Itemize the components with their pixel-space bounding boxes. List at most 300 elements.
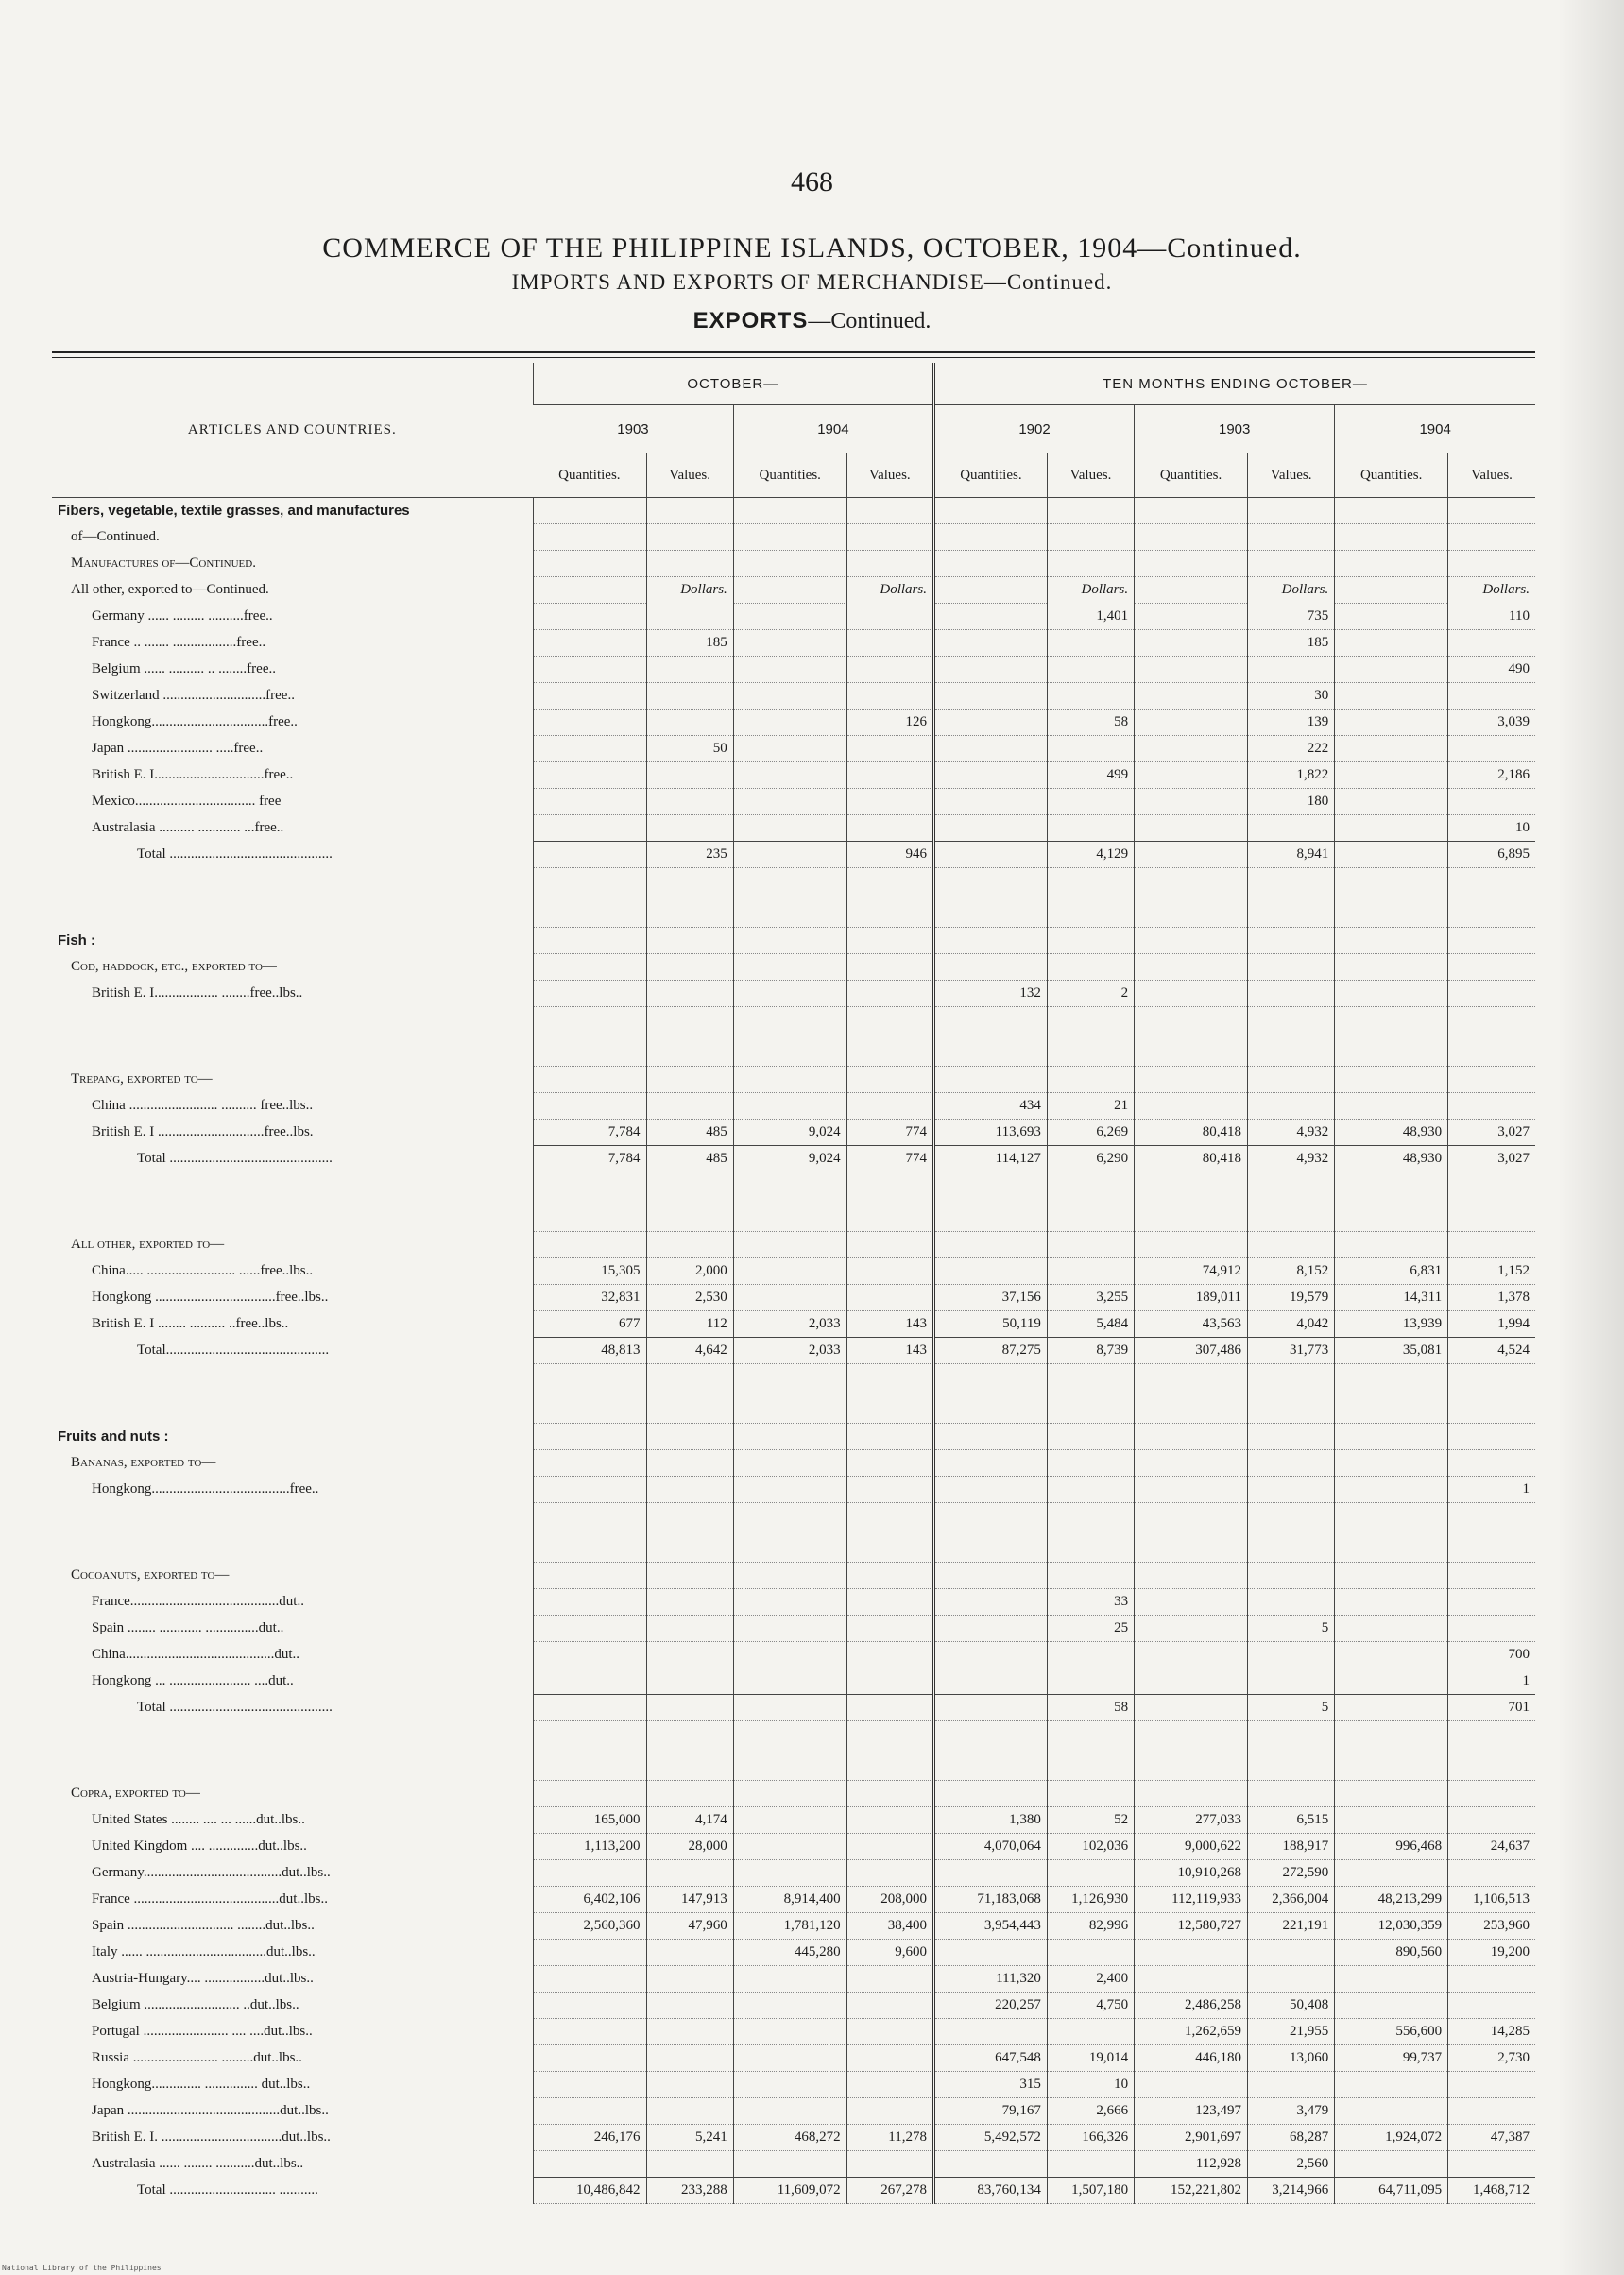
table-spacer-row (52, 1007, 1535, 1067)
quantity-cell (733, 1563, 846, 1589)
value-cell (1448, 981, 1535, 1007)
table-spacer-row (52, 868, 1535, 928)
quantity-cell (1135, 630, 1248, 657)
quantity-cell (533, 1093, 646, 1120)
quantity-cell (1135, 498, 1248, 524)
quantity-cell (1335, 2151, 1448, 2178)
article-label: Austria-Hungary.... .................dut..lbs.. (92, 1971, 314, 1986)
value-cell: 47,387 (1448, 2125, 1535, 2151)
quantity-cell (733, 1834, 846, 1860)
table-row (52, 1966, 1535, 1993)
quantity-cell (933, 1940, 1047, 1966)
quantity-cell (933, 1616, 1047, 1642)
value-cell: 1,507,180 (1047, 2178, 1134, 2204)
table-row (52, 789, 1535, 815)
value-cell (1247, 954, 1334, 981)
value-cell (1047, 683, 1134, 710)
value-cell: 3,027 (1448, 1120, 1535, 1146)
value-cell: Dollars. (1448, 577, 1535, 604)
quantity-cell (733, 498, 846, 524)
value-cell (846, 2098, 933, 2125)
value-cell (846, 683, 933, 710)
quantity-cell (533, 954, 646, 981)
value-cell: 2,730 (1448, 2045, 1535, 2072)
top-rule-thin (52, 357, 1535, 358)
quantity-cell (1135, 868, 1248, 928)
quantity-cell (733, 736, 846, 762)
quantity-cell: 71,183,068 (933, 1887, 1047, 1913)
quantity-cell (1335, 1450, 1448, 1477)
table-total-row (52, 1338, 1535, 1364)
quantity-cell (933, 868, 1047, 928)
quantity-cell (933, 1589, 1047, 1616)
article-label: Cocoanuts, exported to— (71, 1567, 230, 1582)
quantity-cell (1135, 1781, 1248, 1807)
quantity-cell (533, 551, 646, 577)
quantity-cell: 246,176 (533, 2125, 646, 2151)
quantity-cell (533, 2045, 646, 2072)
quantity-cell (533, 736, 646, 762)
value-cell (646, 604, 733, 630)
quantity-cell (1135, 524, 1248, 551)
table-row (52, 1285, 1535, 1311)
quantity-cell (933, 1695, 1047, 1721)
quantity-cell: 677 (533, 1311, 646, 1338)
quantity-cell (1135, 981, 1248, 1007)
quantity-cell (1335, 1007, 1448, 1067)
value-cell (1448, 1860, 1535, 1887)
value-cell: 68,287 (1247, 2125, 1334, 2151)
value-cell (846, 981, 933, 1007)
article-label: British E. I ..............................free..lbs. (92, 1124, 314, 1139)
header-quantities: Quantities. (533, 453, 646, 498)
value-cell (1047, 630, 1134, 657)
value-cell (1247, 1007, 1334, 1067)
quantity-cell (933, 1477, 1047, 1503)
value-cell: 4,932 (1247, 1120, 1334, 1146)
quantity-cell: 9,000,622 (1135, 1834, 1248, 1860)
value-cell (1448, 1563, 1535, 1589)
quantity-cell (1335, 1232, 1448, 1258)
value-cell (646, 2098, 733, 2125)
article-label: China..... ......................... ......free..lbs.. (92, 1263, 314, 1278)
value-cell (846, 1781, 933, 1807)
value-cell: 50 (646, 736, 733, 762)
value-cell: 13,060 (1247, 2045, 1334, 2072)
value-cell: 9,600 (846, 1940, 933, 1966)
value-cell (846, 868, 933, 928)
value-cell (846, 1364, 933, 1424)
quantity-cell (533, 1940, 646, 1966)
value-cell: 774 (846, 1146, 933, 1172)
quantity-cell (1135, 551, 1248, 577)
value-cell (846, 1258, 933, 1285)
value-cell (1247, 1589, 1334, 1616)
article-label: Hongkong ..................................free..lbs.. (92, 1290, 329, 1305)
value-cell (646, 2151, 733, 2178)
value-cell (1047, 1503, 1134, 1563)
quantity-cell (933, 842, 1047, 868)
value-cell (1247, 1966, 1334, 1993)
article-label: France .........................................dut..lbs.. (92, 1891, 328, 1907)
value-cell: 180 (1247, 789, 1334, 815)
article-label (52, 1172, 533, 1232)
table-total-row (52, 1146, 1535, 1172)
table-row (52, 1258, 1535, 1285)
quantity-cell: 15,305 (533, 1258, 646, 1285)
table-total-row (52, 2178, 1535, 2204)
value-cell (846, 1721, 933, 1781)
value-cell: 735 (1247, 604, 1334, 630)
value-cell (1047, 1258, 1134, 1285)
quantity-cell (533, 815, 646, 842)
value-cell (1247, 2072, 1334, 2098)
library-footer: National Library of the Philippines (2, 2264, 162, 2272)
quantity-cell (733, 1695, 846, 1721)
quantity-cell (733, 1807, 846, 1834)
value-cell: 6,895 (1448, 842, 1535, 868)
article-label: Total .............................................. (137, 1700, 333, 1715)
table-section-row (52, 1424, 1535, 1450)
quantity-cell: 48,930 (1335, 1146, 1448, 1172)
quantity-cell (1335, 1172, 1448, 1232)
quantity-cell (733, 2098, 846, 2125)
quantity-cell (733, 1860, 846, 1887)
article-label: Cod, haddock, etc., exported to— (71, 959, 277, 974)
quantity-cell (733, 2045, 846, 2072)
value-cell (1247, 1364, 1334, 1424)
quantity-cell (933, 1668, 1047, 1695)
quantity-cell (933, 1007, 1047, 1067)
quantity-cell (533, 1966, 646, 1993)
value-cell (1247, 1668, 1334, 1695)
value-cell (1247, 815, 1334, 842)
article-label: All other, exported to— (71, 1237, 225, 1252)
table-row (52, 981, 1535, 1007)
value-cell (646, 868, 733, 928)
quantity-cell: 11,609,072 (733, 2178, 846, 2204)
value-cell (1047, 1067, 1134, 1093)
value-cell: 2,000 (646, 1258, 733, 1285)
quantity-cell: 87,275 (933, 1338, 1047, 1364)
quantity-cell (533, 1589, 646, 1616)
table-subheading-row (52, 954, 1535, 981)
value-cell: 6,269 (1047, 1120, 1134, 1146)
value-cell (1047, 524, 1134, 551)
quantity-cell: 35,081 (1335, 1338, 1448, 1364)
quantity-cell (733, 1503, 846, 1563)
quantity-cell (733, 954, 846, 981)
quantity-cell: 434 (933, 1093, 1047, 1120)
value-cell (646, 498, 733, 524)
value-cell (646, 551, 733, 577)
table-row (52, 2045, 1535, 2072)
article-label: Bananas, exported to— (71, 1455, 216, 1470)
article-label: Trepang, exported to— (71, 1071, 213, 1086)
header-values: Values. (1448, 453, 1535, 498)
value-cell (1448, 2072, 1535, 2098)
value-cell (646, 1940, 733, 1966)
quantity-cell (1335, 868, 1448, 928)
value-cell (1448, 789, 1535, 815)
quantity-cell (1135, 954, 1248, 981)
value-cell: 490 (1448, 657, 1535, 683)
quantity-cell (933, 789, 1047, 815)
quantity-cell: 1,380 (933, 1807, 1047, 1834)
quantity-cell (533, 1232, 646, 1258)
quantity-cell: 1,262,659 (1135, 2019, 1248, 2045)
article-label: Copra, exported to— (71, 1786, 200, 1801)
quantity-cell (1335, 2098, 1448, 2125)
article-label: Australasia ...... ........ ...........dut..lbs.. (92, 2156, 304, 2171)
table-subheading-row (52, 524, 1535, 551)
article-label: Hongkong ... ....................... ....dut.. (92, 1673, 294, 1688)
quantity-cell: 113,693 (933, 1120, 1047, 1146)
header-quantities: Quantities. (733, 453, 846, 498)
quantity-cell: 2,033 (733, 1338, 846, 1364)
quantity-cell (933, 1172, 1047, 1232)
value-cell (1448, 1364, 1535, 1424)
quantity-cell (533, 1172, 646, 1232)
quantity-cell (933, 498, 1047, 524)
quantity-cell (1335, 524, 1448, 551)
value-cell: 222 (1247, 736, 1334, 762)
value-cell: 50,408 (1247, 1993, 1334, 2019)
quantity-cell (533, 789, 646, 815)
quantity-cell (733, 1364, 846, 1424)
quantity-cell (933, 1642, 1047, 1668)
quantity-cell (733, 2072, 846, 2098)
table-row (52, 1940, 1535, 1966)
table-row (52, 710, 1535, 736)
quantity-cell: 132 (933, 981, 1047, 1007)
header-year-1902: 1902 (933, 405, 1134, 453)
quantity-cell (533, 842, 646, 868)
section-heading-rest: —Continued. (808, 309, 932, 334)
quantity-cell (533, 1503, 646, 1563)
quantity-cell (533, 1007, 646, 1067)
quantity-cell (933, 1563, 1047, 1589)
value-cell: 143 (846, 1338, 933, 1364)
article-label: British E. I...............................free.. (92, 767, 294, 782)
article-label: Italy ...... ..................................dut..lbs.. (92, 1944, 316, 1959)
value-cell (1247, 498, 1334, 524)
value-cell: 3,255 (1047, 1285, 1134, 1311)
value-cell: 4,042 (1247, 1311, 1334, 1338)
quantity-cell: 112,119,933 (1135, 1887, 1248, 1913)
value-cell: 143 (846, 1311, 933, 1338)
table-row (52, 2019, 1535, 2045)
quantity-cell (1335, 1563, 1448, 1589)
value-cell (1047, 1668, 1134, 1695)
value-cell (646, 762, 733, 789)
quantity-cell (933, 630, 1047, 657)
value-cell (1448, 1172, 1535, 1232)
quantity-cell (1135, 1616, 1248, 1642)
quantity-cell: 1,113,200 (533, 1834, 646, 1860)
quantity-cell: 5,492,572 (933, 2125, 1047, 2151)
value-cell: 10 (1047, 2072, 1134, 2098)
value-cell (646, 1503, 733, 1563)
value-cell: 110 (1448, 604, 1535, 630)
table-subheading-row (52, 577, 1535, 604)
quantity-cell (733, 1966, 846, 1993)
quantity-cell (1135, 1067, 1248, 1093)
quantity-cell: 13,939 (1335, 1311, 1448, 1338)
value-cell (646, 1477, 733, 1503)
quantity-cell (1335, 928, 1448, 954)
quantity-cell (933, 1721, 1047, 1781)
quantity-cell (1135, 762, 1248, 789)
value-cell (1448, 1721, 1535, 1781)
quantity-cell (1335, 1860, 1448, 1887)
quantity-cell (933, 524, 1047, 551)
quantity-cell: 80,418 (1135, 1120, 1248, 1146)
value-cell: Dollars. (846, 577, 933, 604)
value-cell: 1 (1448, 1477, 1535, 1503)
value-cell: 2,400 (1047, 1966, 1134, 1993)
value-cell (846, 928, 933, 954)
value-cell: 24,637 (1448, 1834, 1535, 1860)
value-cell: 102,036 (1047, 1834, 1134, 1860)
value-cell (846, 954, 933, 981)
value-cell: 82,996 (1047, 1913, 1134, 1940)
value-cell (646, 1966, 733, 1993)
value-cell (646, 2019, 733, 2045)
quantity-cell (533, 1721, 646, 1781)
quantity-cell (1135, 1642, 1248, 1668)
quantity-cell (1335, 683, 1448, 710)
quantity-cell: 9,024 (733, 1146, 846, 1172)
quantity-cell: 2,901,697 (1135, 2125, 1248, 2151)
table-row (52, 2125, 1535, 2151)
value-cell: 1,126,930 (1047, 1887, 1134, 1913)
header-year-1904: 1904 (733, 405, 933, 453)
quantity-cell (733, 815, 846, 842)
quantity-cell (1135, 1007, 1248, 1067)
quantity-cell: 80,418 (1135, 1146, 1248, 1172)
header-quantities: Quantities. (1135, 453, 1248, 498)
value-cell (846, 2045, 933, 2072)
quantity-cell (733, 1093, 846, 1120)
value-cell: 1,152 (1448, 1258, 1535, 1285)
article-label: Australasia .......... ............ ...free.. (92, 820, 284, 835)
value-cell (646, 1695, 733, 1721)
value-cell (1047, 1364, 1134, 1424)
quantity-cell: 37,156 (933, 1285, 1047, 1311)
article-label: Spain .............................. ........dut..lbs.. (92, 1918, 315, 1933)
quantity-cell (1135, 1424, 1248, 1450)
value-cell: 21 (1047, 1093, 1134, 1120)
value-cell: 485 (646, 1146, 733, 1172)
value-cell (1047, 1781, 1134, 1807)
value-cell: 2,186 (1448, 762, 1535, 789)
value-cell (846, 2019, 933, 2045)
quantity-cell (933, 1424, 1047, 1450)
header-year-1904-ten: 1904 (1335, 405, 1535, 453)
value-cell: 14,285 (1448, 2019, 1535, 2045)
quantity-cell (1135, 710, 1248, 736)
value-cell (646, 710, 733, 736)
table-subheading-row (52, 1450, 1535, 1477)
quantity-cell (733, 1172, 846, 1232)
value-cell: 2,560 (1247, 2151, 1334, 2178)
quantity-cell (733, 1477, 846, 1503)
value-cell (1247, 1940, 1334, 1966)
section-heading (0, 308, 1624, 334)
quantity-cell (733, 604, 846, 630)
quantity-cell (733, 1450, 846, 1477)
quantity-cell (733, 657, 846, 683)
article-label: of—Continued. (71, 529, 160, 544)
value-cell: 19,200 (1448, 1940, 1535, 1966)
quantity-cell: 2,033 (733, 1311, 846, 1338)
table-row (52, 1477, 1535, 1503)
value-cell (1247, 657, 1334, 683)
value-cell (1047, 2151, 1134, 2178)
value-cell (1448, 2151, 1535, 2178)
value-cell (1448, 736, 1535, 762)
value-cell: 1,378 (1448, 1285, 1535, 1311)
table-row (52, 657, 1535, 683)
quantity-cell (1335, 1364, 1448, 1424)
value-cell (646, 928, 733, 954)
quantity-cell: 152,221,802 (1135, 2178, 1248, 2204)
value-cell: 1,401 (1047, 604, 1134, 630)
quantity-cell (933, 1503, 1047, 1563)
value-cell: 25 (1047, 1616, 1134, 1642)
article-label: Total .............................................. (137, 847, 333, 862)
quantity-cell (1135, 1668, 1248, 1695)
value-cell (846, 1834, 933, 1860)
value-cell (1448, 1424, 1535, 1450)
value-cell (1448, 524, 1535, 551)
value-cell (1448, 1067, 1535, 1093)
value-cell: 8,941 (1247, 842, 1334, 868)
quantity-cell (533, 1477, 646, 1503)
value-cell (1247, 1450, 1334, 1477)
value-cell (1448, 1807, 1535, 1834)
quantity-cell: 99,737 (1335, 2045, 1448, 2072)
value-cell: 4,524 (1448, 1338, 1535, 1364)
value-cell (1448, 1232, 1535, 1258)
value-cell: 1,822 (1247, 762, 1334, 789)
table-total-row (52, 842, 1535, 868)
table-subheading-row (52, 1232, 1535, 1258)
value-cell: 253,960 (1448, 1913, 1535, 1940)
value-cell: 19,579 (1247, 1285, 1334, 1311)
quantity-cell: 12,580,727 (1135, 1913, 1248, 1940)
value-cell (1448, 1503, 1535, 1563)
value-cell (1247, 1067, 1334, 1093)
article-label: Japan ...........................................dut..lbs.. (92, 2103, 329, 2118)
quantity-cell (1135, 1721, 1248, 1781)
value-cell (1448, 954, 1535, 981)
value-cell (1247, 1642, 1334, 1668)
quantity-cell (1135, 842, 1248, 868)
quantity-cell (533, 1668, 646, 1695)
value-cell: 10 (1448, 815, 1535, 842)
quantity-cell (1135, 604, 1248, 630)
table-row (52, 1860, 1535, 1887)
value-cell (1448, 1781, 1535, 1807)
value-cell: 38,400 (846, 1913, 933, 1940)
quantity-cell: 48,930 (1335, 1120, 1448, 1146)
value-cell (846, 1450, 933, 1477)
quantity-cell (533, 868, 646, 928)
quantity-cell: 14,311 (1335, 1285, 1448, 1311)
header-october: OCTOBER— (533, 363, 933, 405)
